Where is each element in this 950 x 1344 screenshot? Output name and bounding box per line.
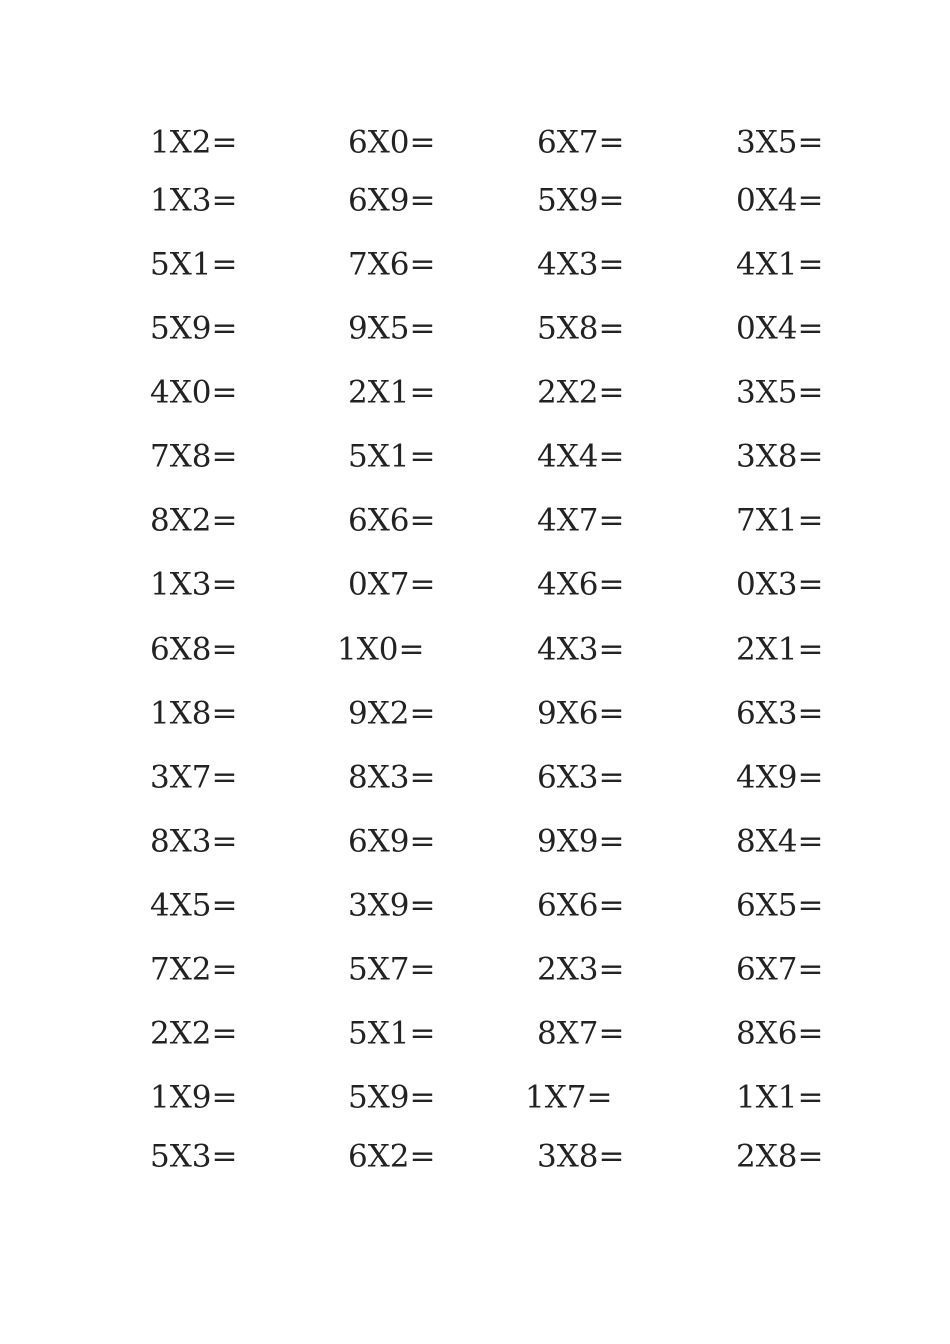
multiplication-problem: 2X2= bbox=[537, 374, 625, 411]
multiplication-problem: 4X0= bbox=[150, 374, 238, 411]
multiplication-problem: 6X3= bbox=[736, 695, 824, 732]
multiplication-problem: 5X9= bbox=[537, 182, 625, 219]
multiplication-problem: 6X9= bbox=[348, 182, 436, 219]
multiplication-problem: 1X3= bbox=[150, 566, 238, 603]
multiplication-problem: 4X3= bbox=[537, 246, 625, 283]
multiplication-problem: 5X1= bbox=[150, 246, 238, 283]
multiplication-problem: 4X4= bbox=[537, 438, 625, 475]
multiplication-problem: 9X2= bbox=[348, 695, 436, 732]
multiplication-problem: 8X7= bbox=[537, 1015, 625, 1052]
multiplication-problem: 0X4= bbox=[736, 310, 824, 347]
multiplication-problem: 1X9= bbox=[150, 1079, 238, 1116]
multiplication-problem: 2X1= bbox=[348, 374, 436, 411]
multiplication-problem: 8X4= bbox=[736, 823, 824, 860]
multiplication-problem: 8X3= bbox=[348, 759, 436, 796]
multiplication-problem: 6X7= bbox=[537, 124, 625, 161]
multiplication-problem: 9X5= bbox=[348, 310, 436, 347]
multiplication-problem: 1X2= bbox=[150, 124, 238, 161]
multiplication-problem: 6X6= bbox=[348, 502, 436, 539]
multiplication-problem: 1X0= bbox=[337, 631, 425, 668]
multiplication-problem: 2X2= bbox=[150, 1015, 238, 1052]
multiplication-problem: 5X9= bbox=[150, 310, 238, 347]
multiplication-problem: 1X3= bbox=[150, 182, 238, 219]
multiplication-problem: 2X3= bbox=[537, 951, 625, 988]
multiplication-problem: 3X8= bbox=[736, 438, 824, 475]
multiplication-problem: 0X7= bbox=[348, 566, 436, 603]
multiplication-problem: 3X8= bbox=[537, 1138, 625, 1175]
multiplication-problem: 9X9= bbox=[537, 823, 625, 860]
multiplication-problem: 7X8= bbox=[150, 438, 238, 475]
multiplication-problem: 6X8= bbox=[150, 631, 238, 668]
multiplication-problem: 7X6= bbox=[348, 246, 436, 283]
multiplication-problem: 4X9= bbox=[736, 759, 824, 796]
multiplication-problem: 3X5= bbox=[736, 374, 824, 411]
multiplication-problem: 5X7= bbox=[348, 951, 436, 988]
multiplication-problem: 5X1= bbox=[348, 1015, 436, 1052]
multiplication-problem: 2X8= bbox=[736, 1138, 824, 1175]
multiplication-problem: 8X2= bbox=[150, 502, 238, 539]
multiplication-problem: 2X1= bbox=[736, 631, 824, 668]
multiplication-problem: 5X8= bbox=[537, 310, 625, 347]
multiplication-problem: 8X6= bbox=[736, 1015, 824, 1052]
multiplication-problem: 0X3= bbox=[736, 566, 824, 603]
multiplication-problem: 4X6= bbox=[537, 566, 625, 603]
multiplication-problem: 4X5= bbox=[150, 887, 238, 924]
multiplication-problem: 3X9= bbox=[348, 887, 436, 924]
multiplication-problem: 6X7= bbox=[736, 951, 824, 988]
multiplication-problem: 4X3= bbox=[537, 631, 625, 668]
multiplication-problem: 3X7= bbox=[150, 759, 238, 796]
multiplication-problem: 4X7= bbox=[537, 502, 625, 539]
multiplication-problem: 6X2= bbox=[348, 1138, 436, 1175]
multiplication-problem: 4X1= bbox=[736, 246, 824, 283]
multiplication-problem: 6X6= bbox=[537, 887, 625, 924]
multiplication-problem: 7X2= bbox=[150, 951, 238, 988]
multiplication-problem: 9X6= bbox=[537, 695, 625, 732]
multiplication-problem: 3X5= bbox=[736, 124, 824, 161]
multiplication-problem: 8X3= bbox=[150, 823, 238, 860]
multiplication-problem: 5X3= bbox=[150, 1138, 238, 1175]
multiplication-problem: 6X5= bbox=[736, 887, 824, 924]
multiplication-problem: 0X4= bbox=[736, 182, 824, 219]
multiplication-problem: 5X1= bbox=[348, 438, 436, 475]
multiplication-problem: 1X8= bbox=[150, 695, 238, 732]
multiplication-problem: 6X0= bbox=[348, 124, 436, 161]
multiplication-problem: 1X7= bbox=[525, 1079, 613, 1116]
multiplication-problem: 1X1= bbox=[736, 1079, 824, 1116]
multiplication-problem: 6X3= bbox=[537, 759, 625, 796]
multiplication-problem: 5X9= bbox=[348, 1079, 436, 1116]
multiplication-problem: 7X1= bbox=[736, 502, 824, 539]
multiplication-problem: 6X9= bbox=[348, 823, 436, 860]
